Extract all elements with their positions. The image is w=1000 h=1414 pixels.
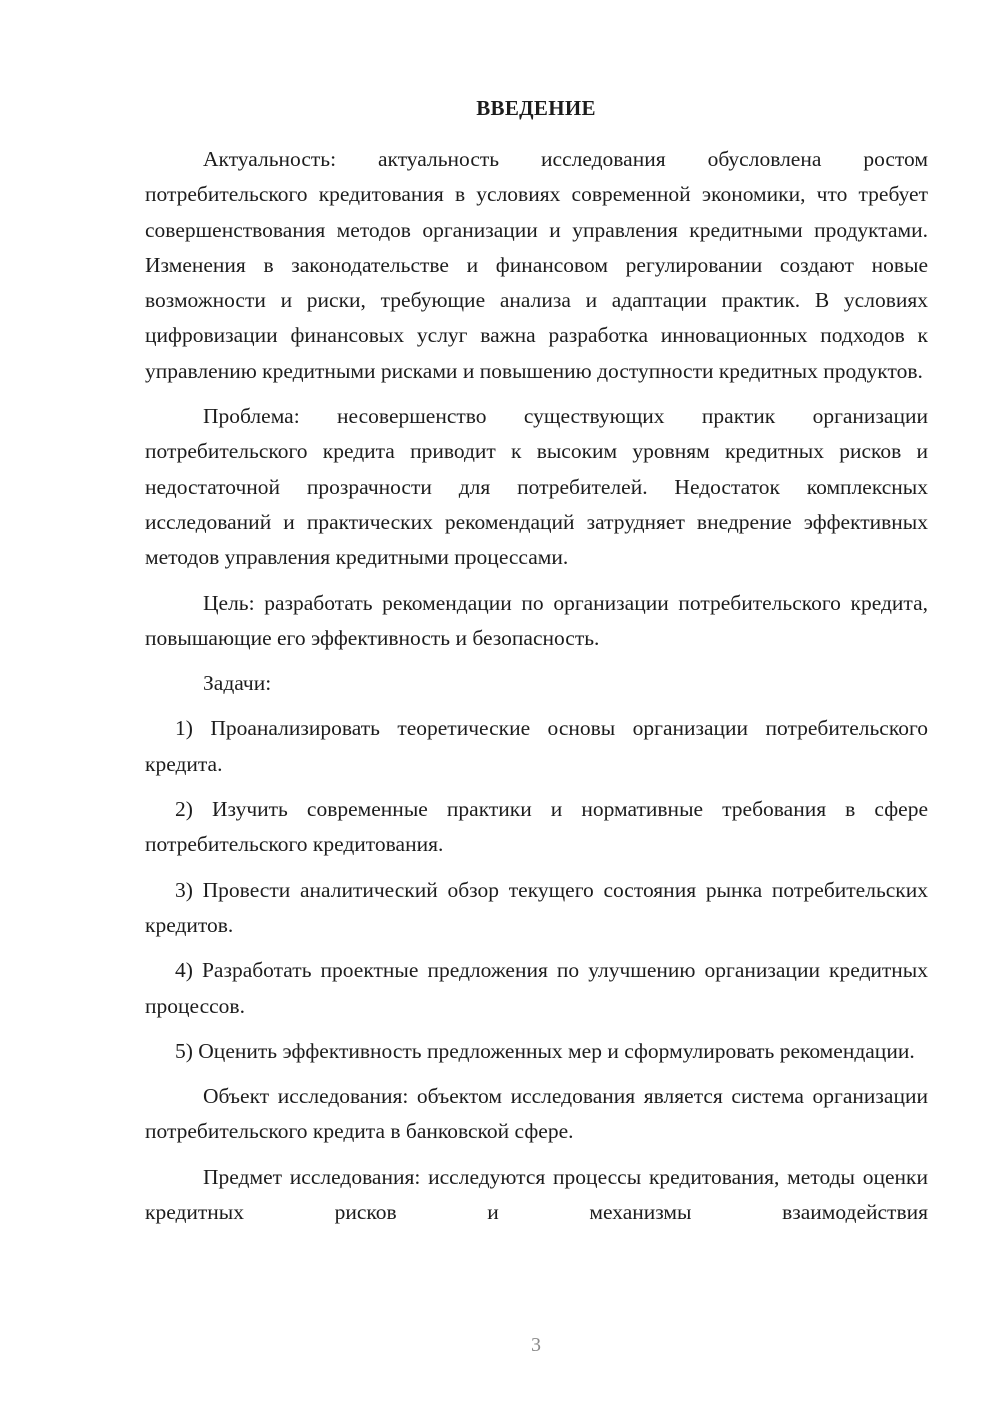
- tasks-label: Задачи:: [203, 671, 272, 696]
- task-item-1: 1) Проанализировать теоретические основы организации потребительского кредита.: [145, 716, 928, 776]
- subject-paragraph: Предмет исследования: исследуются процессы кредитования, методы оценки кредитных рисков и механизмы взаимодействия: [145, 1164, 928, 1225]
- goal-paragraph: Цель: разработать рекомендации по организации потребительского кредита, повышающие его эффективность и безопасность.: [145, 590, 928, 650]
- page-heading: ВВЕДЕНИЕ: [476, 96, 596, 120]
- document-body: [145, 142, 928, 1230]
- relevance-paragraph: Актуальность: актуальность исследования обусловлена ростом потребительского кредитования в условиях современной экономики, что требует совершенствования методов организации и управления кредитными продуктами. Изменения в законодательстве и финансовом регулировании создают новые возможности и риски, требующие анализа и адаптации практик. В условиях цифровизации финансовых услуг важна разработка инновационных подходов к управлению кредитными рисками и повышению доступности кредитных продуктов.: [145, 147, 928, 383]
- object-paragraph: Объект исследования: объектом исследования является система организации потребительского кредита в банковской сфере.: [145, 1084, 928, 1144]
- task-item-4: 4) Разработать проектные предложения по улучшению организации кредитных процессов.: [145, 958, 928, 1018]
- page-number: 3: [531, 1334, 541, 1356]
- task-item-3: 3) Провести аналитический обзор текущего состояния рынка потребительских кредитов.: [145, 877, 928, 937]
- task-item-2: 2) Изучить современные практики и нормативные требования в сфере потребительского кредитования.: [145, 797, 928, 857]
- task-item-5: 5) Оценить эффективность предложенных мер и сформулировать рекомендации.: [175, 1038, 915, 1063]
- problem-paragraph: Проблема: несовершенство существующих практик организации потребительского кредита приводит к высоким уровням кредитных рисков и недостаточной прозрачности для потребителей. Недостаток комплексных исследований и практических рекомендаций затрудняет внедрение эффективных методов управления кредитными процессами.: [145, 404, 928, 570]
